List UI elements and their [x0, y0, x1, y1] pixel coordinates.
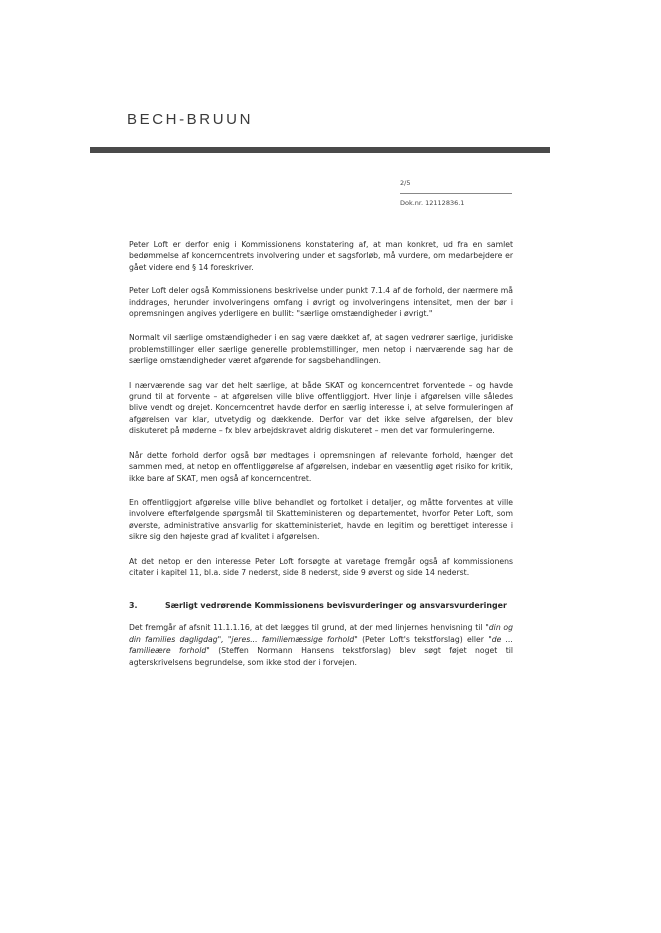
section-title: Særligt vedrørende Kommissionens bevisvurderinger og ansvarsvurderinger — [165, 601, 507, 611]
paragraph-8-text-c: (Steffen Normann Hansens tekstforslag) blev søgt føjet noget til agterskrivelsens begrundelse, som ikke stod der i forvejen. — [129, 646, 513, 667]
section-heading — [129, 600, 513, 611]
header-rule — [90, 147, 550, 153]
document-meta — [400, 179, 512, 207]
quote-steffen-normann-hansen: "de ... familieære forhold" — [129, 634, 513, 656]
paragraph-6: En offentliggjort afgørelse ville blive behandlet og fortolket i detaljer, og måtte forventes at ville involvere efterfølgende spørgsmål til Skatteministeren og departementet, hvorfor Peter Loft, som øverste, administrative ansvarlig for skatteministeriet, havde en legitim og berettiget interesse i sikre sig den højeste grad af kvalitet i afgørelsen. — [129, 497, 513, 542]
section-number: 3. — [129, 601, 138, 611]
paragraph-8 — [129, 622, 513, 668]
paragraph-4: I nærværende sag var det helt særlige, at både SKAT og koncerncentret forventede – og havde grund til at forvente – at afgørelsen ville blive offentliggjort. Hver linje i afgørelsen ville således blive vendt og drejet. Koncerncentret havde derfor en særlig interesse i, at selve formuleringen af afgørelsen var klar, utvetydig og dækkende. Derfor var det ikke selve afgørelsen, der blev diskuteret på møderne – fx blev arbejdskravet aldrig diskuteret – men det var formuleringerne. — [129, 380, 513, 436]
paragraph-8-text-b: (Peter Loft's tekstforslag) eller — [357, 634, 489, 644]
meta-divider — [400, 193, 512, 194]
paragraph-5: Når dette forhold derfor også bør medtages i opremsningen af relevante forhold, hænger det sammen med, at netop en offentliggørelse af afgørelsen, indebar en væsentlig øget risiko for kritik, ikke bare af SKAT, men også af koncerncentret. — [129, 450, 513, 483]
document-body — [129, 239, 513, 681]
paragraph-8-text-a: Det fremgår af afsnit 11.1.1.16, at det lægges til grund, at der med linjernes henvisning til — [129, 623, 486, 633]
quote-peter-loft: "din og din families dagligdag", "jeres... familiemæssige forhold" — [129, 623, 513, 644]
paragraph-2: Peter Loft deler også Kommissionens beskrivelse under punkt 7.1.4 af de forhold, der nærmere må inddrages, herunder involveringens omfang i øvrigt og involveringens intensitet, men der bør i opremsningen angives yderligere en bullit: "særlige omstændigheder i øvrigt." — [129, 286, 513, 319]
paragraph-3: Normalt vil særlige omstændigheder i en sag være dækket af, at sagen vedrører særlige, juridiske problemstillinger eller særlige generelle problemstillinger, men netop i nærværende sag har de særlige omstændigheder været afgørende for sagsbehandlingen. — [129, 333, 513, 366]
paragraph-1: Peter Loft er derfor enig i Kommissionens konstatering af, at man konkret, ud fra en samlet bedømmelse af koncerncentrets involvering under et sagsforløb, må vurdere, om medarbejdere er gået videre end § 14 foreskriver. — [129, 240, 513, 272]
paragraph-7: At det netop er den interesse Peter Loft forsøgte at varetage fremgår også af kommissionens citater i kapitel 11, bl.a. side 7 nederst, side 8 nederst, side 9 øverst og side 14 nederst. — [129, 556, 513, 577]
page-number: 2/5 — [400, 179, 411, 187]
company-logo: BECH-BRUUN — [127, 111, 254, 128]
document-number: Dok.nr. 12112836.1 — [400, 199, 465, 207]
